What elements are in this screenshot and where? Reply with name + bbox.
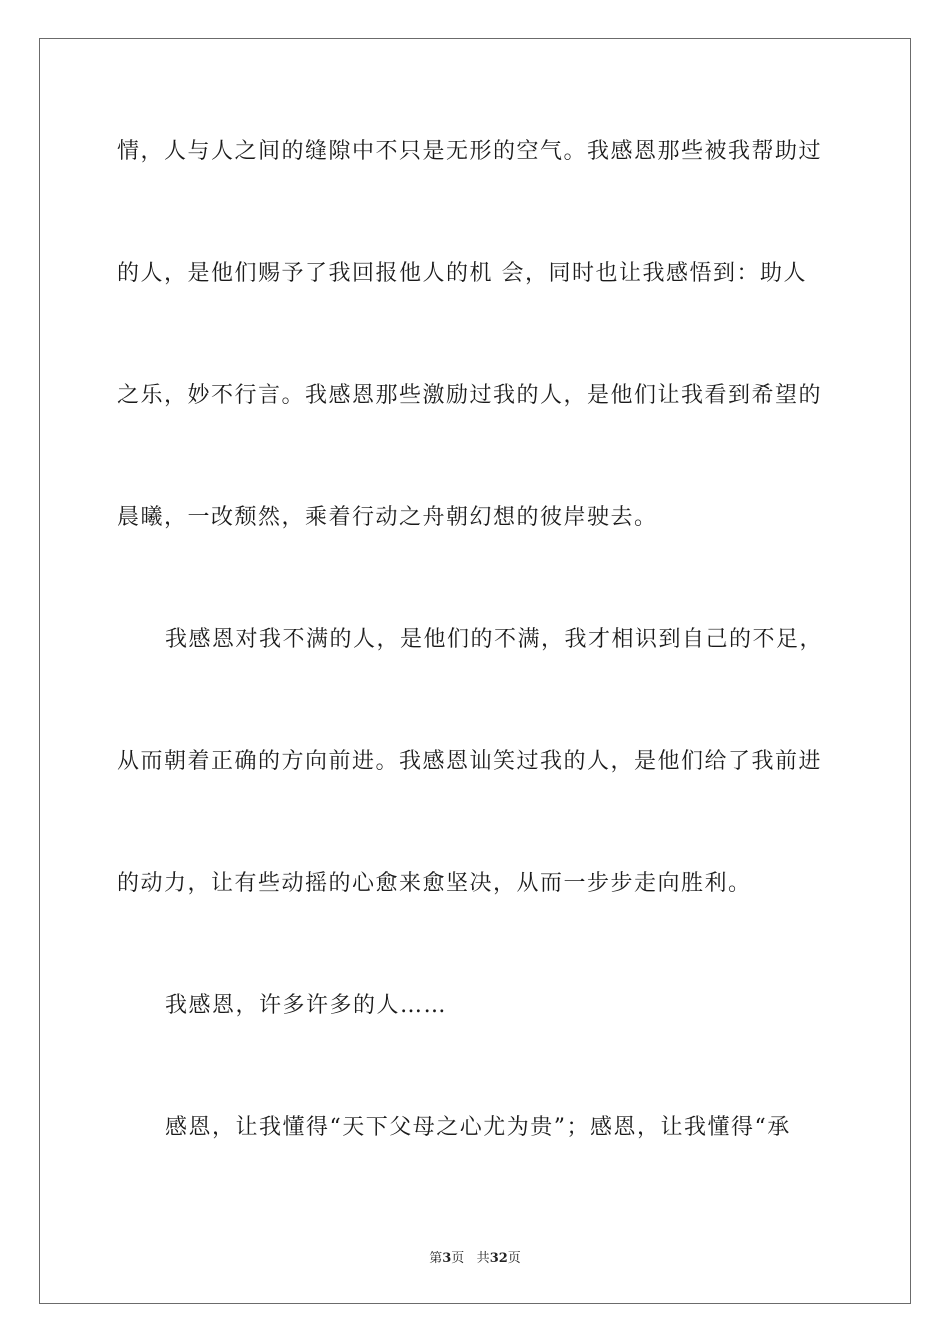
total-pages: 32 (489, 1251, 508, 1266)
text-line-6: 从而朝着正确的方向前进。我感恩讪笑过我的人，是他们给了我前进 (117, 749, 823, 774)
text-line-4: 晨曦，一改颓然，乘着行动之舟朝幻想的彼岸驶去。 (117, 505, 658, 530)
text-line-9: 感恩，让我懂得“天下父母之心尤为贵”；感恩，让我懂得“承 (165, 1115, 791, 1140)
page-prefix: 第 (429, 1251, 443, 1266)
text-line-7: 的动力，让有些动摇的心愈来愈坚决，从而一步步走向胜利。 (117, 871, 752, 896)
text-line-3: 之乐，妙不行言。我感恩那些激励过我的人，是他们让我看到希望的 (117, 383, 823, 408)
total-prefix: 共 (476, 1251, 490, 1266)
text-line-8: 我感恩，许多许多的人…… (165, 993, 448, 1018)
text-line-5: 我感恩对我不满的人，是他们的不满，我才相识到自己的不足， (165, 627, 824, 652)
text-line-1: 情，人与人之间的缝隙中不只是无形的空气。我感恩那些被我帮助过 (117, 139, 823, 164)
document-body (117, 132, 833, 1230)
page-number: 3 (442, 1251, 452, 1266)
total-suffix: 页 (507, 1251, 521, 1266)
page-footer (0, 1247, 950, 1266)
page-suffix: 页 (451, 1251, 465, 1266)
text-line-2: 的人，是他们赐予了我回报他人的机 会，同时也让我感悟到：助人 (117, 261, 807, 286)
